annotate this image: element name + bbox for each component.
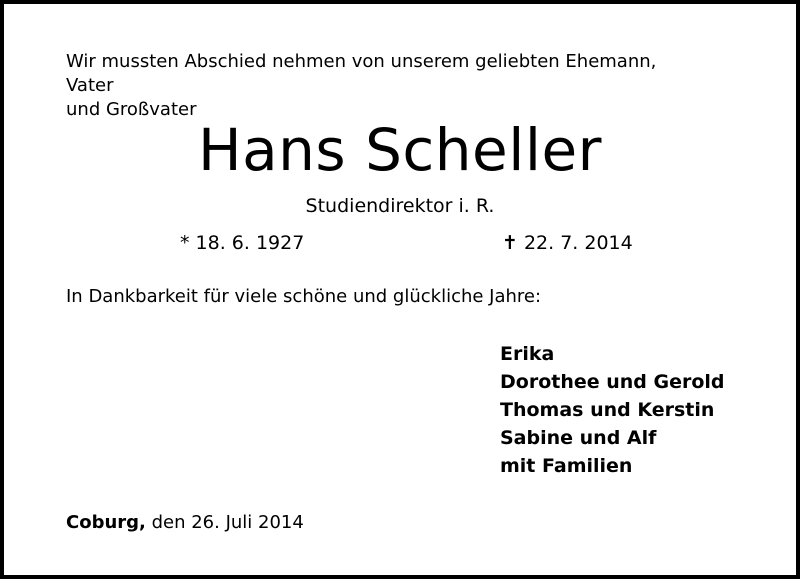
family-member: Thomas und Kerstin — [500, 399, 715, 421]
family-member: Dorothee und Gerold — [500, 371, 725, 393]
family-member: Sabine und Alf — [500, 427, 657, 449]
deceased-name: Hans Scheller — [198, 116, 602, 184]
birth-date: * 18. 6. 1927 — [180, 232, 305, 254]
intro-text — [66, 50, 706, 122]
place-and-date — [66, 510, 304, 536]
thanks-text: In Dankbarkeit für viele schöne und glückliche Jahre: — [66, 286, 542, 307]
place: Coburg, — [66, 512, 146, 533]
family-member: Erika — [500, 343, 555, 365]
intro-line-2: und Großvater — [66, 99, 197, 120]
family-member: mit Familien — [500, 455, 633, 477]
family-list — [500, 340, 725, 480]
intro-line-1: Wir mussten Abschied nehmen von unserem geliebten Ehemann, Vater — [66, 51, 657, 96]
deceased-title: Studiendirektor i. R. — [305, 195, 495, 217]
date: den 26. Juli 2014 — [145, 512, 304, 533]
death-date: ✝ 22. 7. 2014 — [502, 232, 633, 254]
